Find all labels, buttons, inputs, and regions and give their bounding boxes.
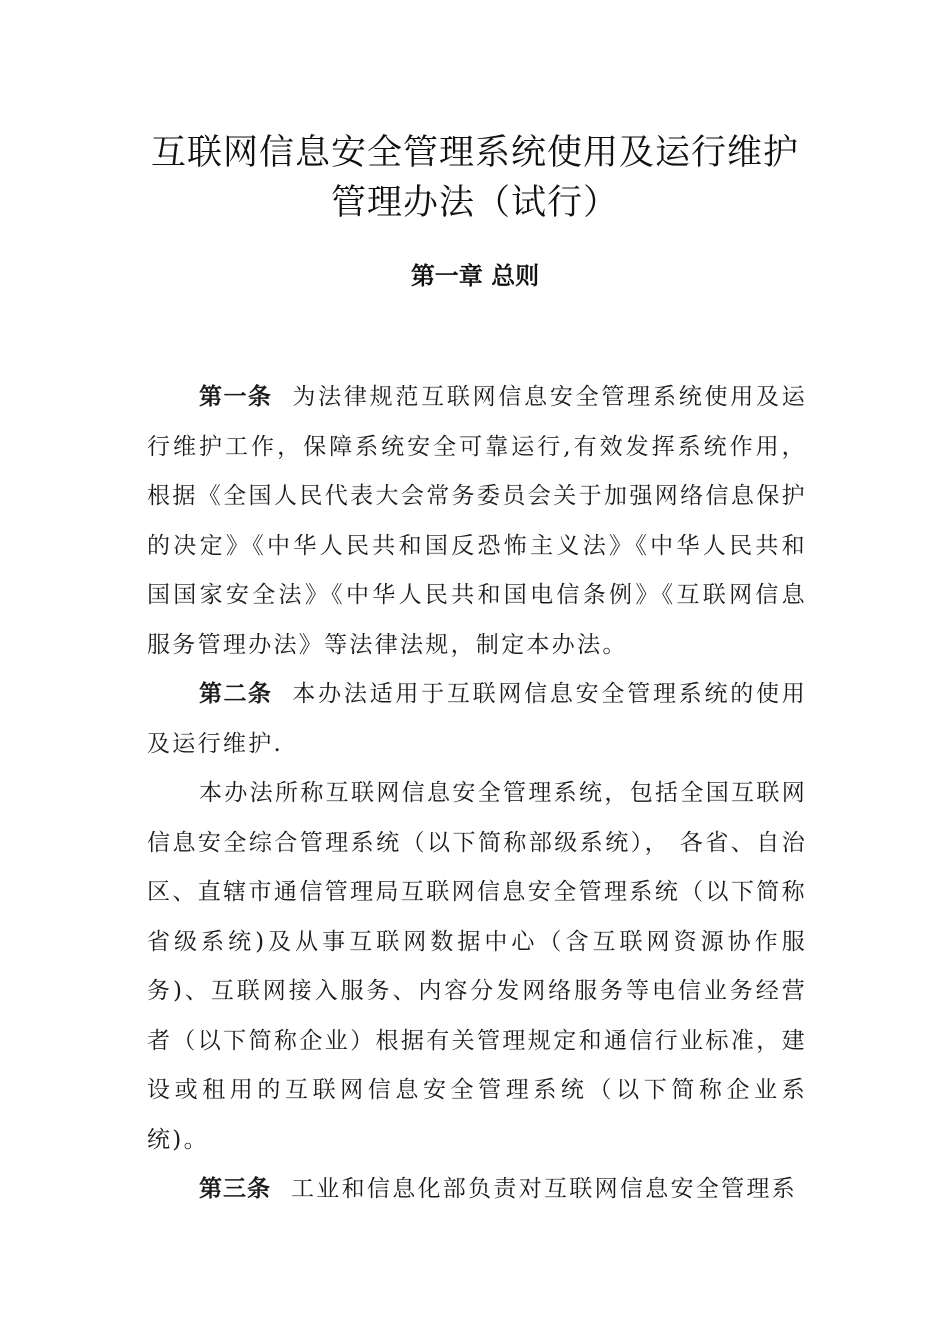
chapter-heading: 第一章 总则 bbox=[410, 262, 540, 290]
article-text: 工业和信息化部负责对互联网信息安全管理系 bbox=[291, 1176, 797, 1202]
article-2-paragraph bbox=[147, 670, 807, 769]
article-text: 本办法适用于互联网信息安全管理系统的使用及运行维护. bbox=[147, 681, 808, 757]
article-3-paragraph bbox=[147, 1165, 807, 1215]
article-number: 第一条 bbox=[199, 384, 273, 410]
article-1-paragraph bbox=[147, 373, 807, 670]
article-text: 为法律规范互联网信息安全管理系统使用及运行维护工作，保障系统安全可靠运行,有效发挥系统作用，根据《全国人民代表大会常务委员会关于加强网络信息保护的决定》《中华人民共和国反恐怖主义法》《中华人民共和国国家安全法》《中华人民共和国电信条例》《互联网信息服务管理办法》等法律法规，制定本办法。 bbox=[147, 384, 808, 658]
document-title-line-2: 管理办法（试行） bbox=[330, 183, 619, 223]
document-title-line-1: 互联网信息安全管理系统使用及运行维护 bbox=[150, 133, 799, 173]
article-number: 第二条 bbox=[199, 681, 273, 707]
paragraph-text: 本办法所称互联网信息安全管理系统，包括全国互联网信息安全综合管理系统（以下简称部级系统）， 各省、自治区、直辖市通信管理局互联网信息安全管理系统（以下简称省级系统)及从事互联网数据中心（含互联网资源协作服务)、互联网接入服务、内容分发网络服务等电信业务经营者（以下简称企业）根据有关管理规定和通信行业标准，建设或租用的互联网信息安全管理系统（以下简称企业系统)。 bbox=[147, 780, 807, 1153]
article-number: 第三条 bbox=[199, 1176, 271, 1202]
document-body bbox=[147, 373, 807, 1215]
article-2-continuation-paragraph bbox=[147, 769, 807, 1165]
